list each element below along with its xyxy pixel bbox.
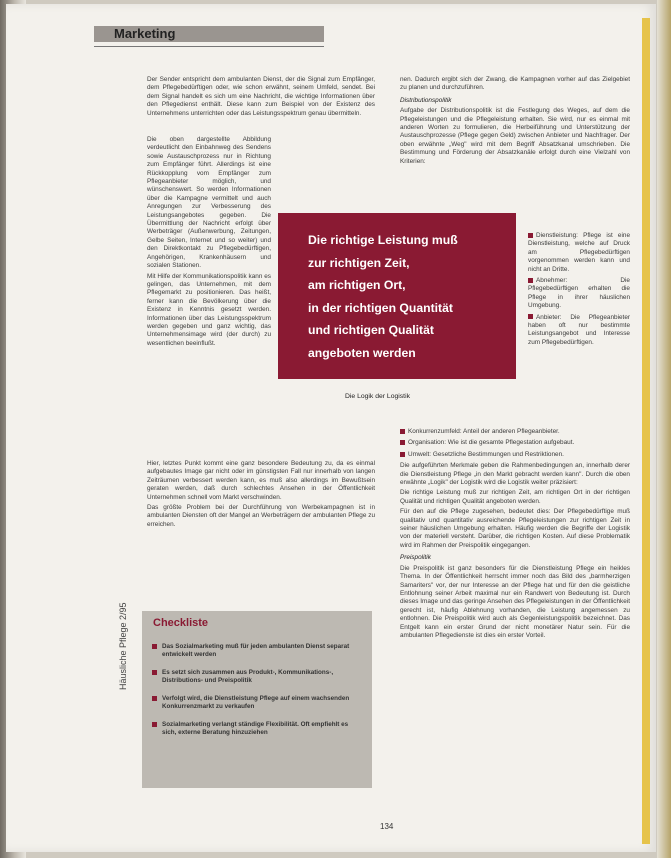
left-paragraph: Die oben dargestellte Abbildung verdeutlicht den Einbahnweg des Sendens sowie Austauschprozess nur in Richtung zum Empfänger führt. Allerdings ist eine Rückkopplung vom Empfänger zum Pflegeanbieter möglich, und wünschenswert. So werden Informationen über die Kampagne vermittelt und auch Anregungen zur Verbesserung des Leistungsangebotes gegeben. Die Übermittlung der Nachricht erfolgt über Werbeträger (Außenwerbung, Zeitungen, Gelbe Seiten, Internet und so weiter) und den Direktkontakt zu Pflegebedürftigen, Angehörigen, Krankenhäusern und sozialen Stationen. [147,136,271,270]
right-paragraph: nen. Dadurch ergibt sich der Zwang, die Kampagnen vorher auf das Zielgebiet zu planen und durchzuführen. [400,76,630,92]
bullet-square-icon [152,670,157,675]
left-column-top [147,76,375,120]
checklist-item: Es setzt sich zusammen aus Produkt-, Kommunikations-, Distributions- und Preispolitik [152,669,362,685]
checklist-item: Das Sozialmarketing muß für jeden ambulanten Dienst separat entwickelt werden [152,643,362,659]
checklist-item: Verfolgt wird, die Dienstleistung Pflege auf einem wachsenden Konkurrenzmarkt zu verkaufen [152,695,362,711]
left-paragraph: Hier, letztes Punkt kommt eine ganz besondere Bedeutung zu, da es einmal aufgebautes Image gar nicht oder im günstigsten Fall nur innerhalb von langen Zeiträumen verbessert werden kann, es muß also allerdings im Bewußtsein geraten werden, daß durch schlechtes Ansehen in der Öffentlichkeit Unternehmen schnell vom Markt verschwinden. [147,460,375,501]
header-rule [94,46,324,47]
journal-sidebar-label: Häusliche Pflege 2/95 [118,602,128,690]
bullet-square-icon [400,452,405,457]
checklist-item: Sozialmarketing verlangt ständige Flexibilität. Oft empfiehlt es sich, externe Beratung hinzuziehen [152,721,362,737]
section-title: Marketing [114,26,176,41]
right-paragraph: Die richtige Leistung muß zur richtigen Zeit, am richtigen Ort in der richtigen Qualität und richtigen Qualität angeboten werden. [400,489,630,505]
bullet-item: Anbieter: Die Pflegeanbieter haben oft nur bestimmte Leistungsangebot und Interesse zum Pflegebedürftigen. [528,313,630,346]
pull-quote-caption: Die Logik der Logistik [345,393,410,400]
left-paragraph: Der Sender entspricht dem ambulanten Dienst, der die Signal zum Empfänger, dem Pflegebedürftigen oder, wie schon erwähnt, seinem Umfeld, sendet. Bei dem Signal handelt es sich um eine Nachricht, die wichtige Informationen über den Pflegedienst enthält. Diese kann zum Beispiel von der Existenz des Unternehmens unterrichten oder das Leistungsspektrum genau übermitteln. [147,76,375,117]
bullet-item: Abnehmer: Die Pflegebedürftigen erhalten die Pflege in ihrer häuslichen Umgebung. [528,277,630,310]
bullet-square-icon [400,440,405,445]
section-header [94,26,324,42]
right-paragraph: Aufgabe der Distributionspolitik ist die Festlegung des Weges, auf dem die Pflegeleistungen und die Pflegeleistung erhalten. Sie wird, nur es einmal mit anderen Worten zu formulieren, die Herbeiführung und Unterstützung der Austauschprozesse (Pflege gegen Geld) zwischen Anbieter und Nachfrager. Der oben erwähnte „Weg" wird mit dem Begriff Absatzkanal umschrieben. Die Bestimmung und Förderung der Absatzkanäle erfolgt durch eine Vielzahl von Kriterien: [400,107,630,165]
bullet-item: Organisation: Wie ist die gesamte Pflegestation aufgebaut. [400,439,630,447]
bullet-square-icon [528,314,533,319]
right-column-bullets [528,232,630,350]
bullet-item: Konkurrenzumfeld: Anteil der anderen Pflegeanbieter. [400,428,630,436]
right-column-top [400,76,630,168]
pull-quote-box [278,213,516,379]
right-column-bottom [400,428,630,642]
left-column-narrow [147,136,271,350]
left-column-bottom [147,460,375,531]
page-block-edge [657,0,671,858]
right-paragraph: Die aufgeführten Merkmale geben die Rahmenbedingungen an, innerhalb derer die Dienstleistung Pflege „in den Markt gebracht werden kann". Durch die oben erwähnte „Logik" der Logistik wird die Logistik weiter präzisiert: [400,462,630,487]
right-paragraph: Für den auf die Pflege zugesehen, bedeutet dies: Der Pflegebedürftige muß qualitativ und quantitativ ausreichende Pflegeleistungen zur richtigen Zeit in seiner häuslichen Umgebung erhalten. Häufig werden die Begriffe der Logistik von der materiell versteht. Darüber, die richtigen Kosten. Auf diese Problematik wird im Rahmen der Preispolitik eingegangen. [400,508,630,549]
bullet-square-icon [528,233,533,238]
page-edge-band [642,18,650,844]
bullet-square-icon [400,429,405,434]
bullet-square-icon [152,722,157,727]
bullet-square-icon [528,278,533,283]
page-number: 134 [380,822,394,831]
subheading-distribution: Distributionspolitik [400,96,452,104]
left-paragraph: Das größte Problem bei der Durchführung von Werbekampagnen ist in ambulanten Diensten oft der Mangel an Werbeträgern der ambulanten Pflege zu erreichen. [147,504,375,528]
bullet-item: Umwelt: Gesetzliche Bestimmungen und Restriktionen. [400,451,630,459]
checklist-box [142,611,372,788]
left-paragraph: Mit Hilfe der Kommunikationspolitik kann es gelingen, das Unternehmen, mit dem Pflegemarkt zu positionieren. Das heißt, ferner kann die Bevölkerung über die Existenz in Kenntnis gesetzt werden. Informationen über das Leistungsspektrum werden gegeben und ganz wichtig, das Unternehmensimage wird (der durch) zu wesentlichen beeinflußt. [147,272,271,347]
bullet-square-icon [152,696,157,701]
checklist-title: Checkliste [153,617,209,629]
subheading-price: Preispolitik [400,554,431,562]
pull-quote-text: Die richtige Leistung muß zur richtigen Zeit, am richtigen Ort, in der richtigen Quantität und richtigen Qualität angeboten werden [308,233,458,360]
bullet-square-icon [152,644,157,649]
bullet-item: Dienstleistung: Pflege ist eine Dienstleistung, welche auf Druck am Pflegebedürftigen vorgenommen werden kann und nicht an Dritte. [528,232,630,273]
right-paragraph: Die Preispolitik ist ganz besonders für die Dienstleistung Pflege ein heikles Thema. In der Öffentlichkeit herrscht immer noch das Bild des „barmherzigen Samariters" vor, der nur Interesse an der Pflege hat und für den die geistliche Entlohnung seiner Arbeit maximal nur ein Randwert von Bedeutung ist. Durch dieses Image und das geringe Ansehen des Pflegeleistungen in der Öffentlichkeit gerecht ist, häufig Ablehnung vorhanden, die Leistung angemessen zu entlohnen. Die Preispolitik wird auch als Gegenleistungspolitik bezeichnet. Das Entgelt kann ein erster Grund der nicht monetärer Natur sein. Für die ambulanten Pflegedienste ist dies ein erster Vorteil. [400,564,630,639]
